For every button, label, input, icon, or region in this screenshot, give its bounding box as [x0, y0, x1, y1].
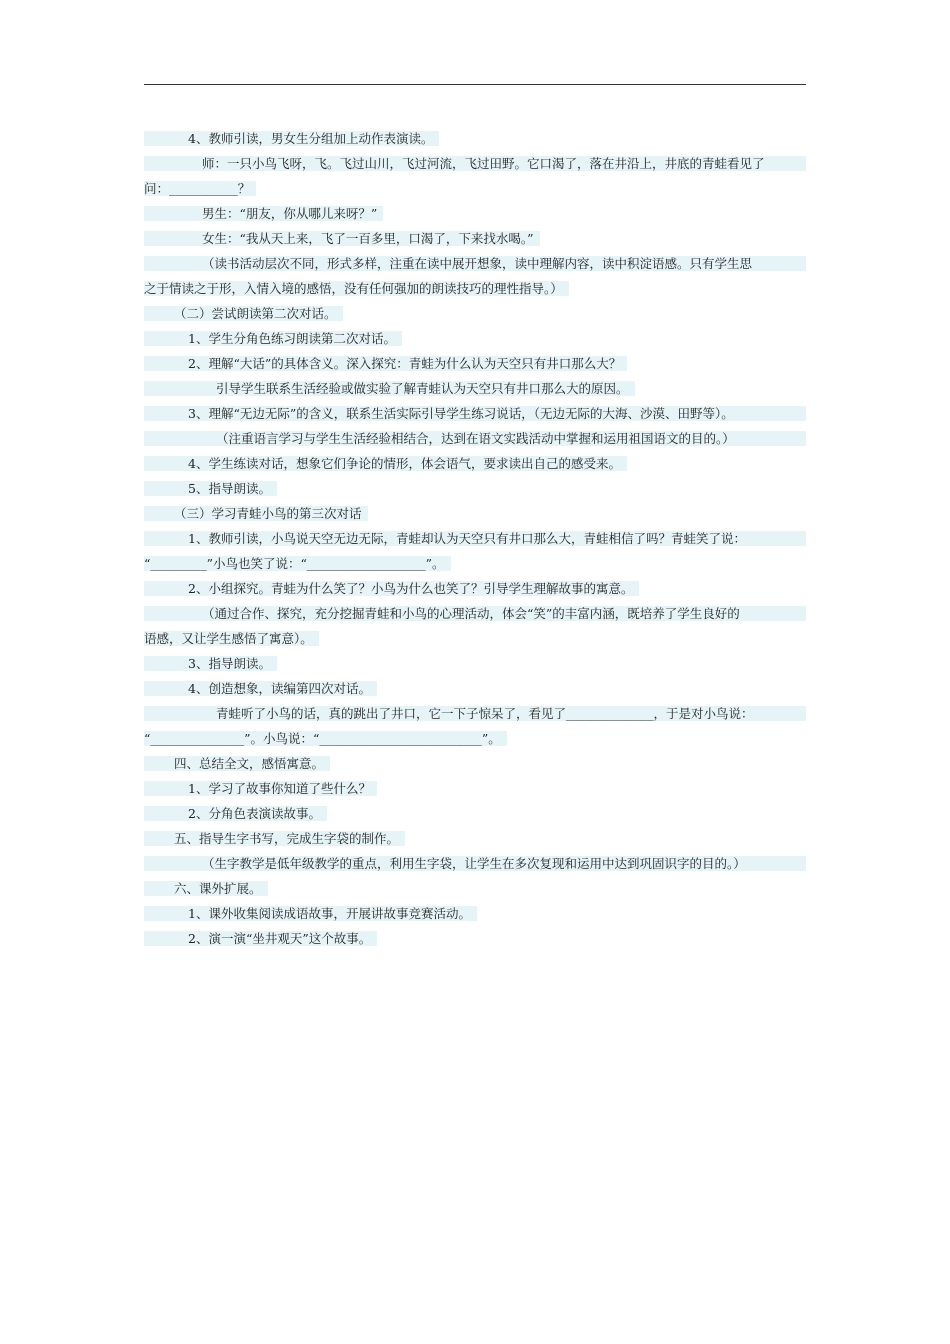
text-line-content: （二）尝试朗读第二次对话。: [144, 306, 343, 321]
text-line-content: 男生：“朋友，你从哪儿来呀？”: [144, 206, 383, 221]
text-line: [144, 850, 806, 875]
text-line-content: 六、课外扩展。: [144, 881, 268, 896]
text-line: [144, 775, 806, 800]
text-line-content: 1、学习了故事你知道了些什么？: [144, 781, 377, 796]
text-line: [144, 375, 806, 400]
text-line: [144, 200, 806, 225]
text-line-content: 青蛙听了小鸟的话，真的跳出了井口，它一下子惊呆了，看见了______________，于是对小鸟说：: [144, 706, 806, 721]
text-line-content: 语感，又让学生感悟了寓意）。: [144, 631, 319, 646]
text-line: [144, 875, 806, 900]
text-line: [144, 725, 806, 750]
text-line: [144, 400, 806, 425]
text-line-content: 2、理解“大话”的具体含义。深入探究：青蛙为什么认为天空只有井口那么大？: [144, 356, 627, 371]
text-line: [144, 675, 806, 700]
text-line: [144, 300, 806, 325]
text-line: [144, 800, 806, 825]
text-line: [144, 600, 806, 625]
text-line: [144, 225, 806, 250]
text-line-content: 女生：“我从天上来，飞了一百多里，口渴了，下来找水喝。”: [144, 231, 540, 246]
text-line-content: “_______________”。小鸟说：“__________________________”。: [144, 731, 507, 746]
text-line: [144, 750, 806, 775]
text-line-content: （读书活动层次不同，形式多样，注重在读中展开想象，读中理解内容，读中积淀语感。只有学生思: [144, 256, 806, 271]
text-line-content: 四、总结全文，感悟寓意。: [144, 756, 330, 771]
text-line: [144, 350, 806, 375]
text-line-content: 1、学生分角色练习朗读第二次对话。: [144, 331, 402, 346]
text-line-content: （注重语言学习与学生生活经验相结合，达到在语文实践活动中掌握和运用祖国语文的目的。）: [144, 431, 806, 446]
text-line-content: （三）学习青蛙小鸟的第三次对话: [144, 506, 368, 521]
text-line: [144, 550, 806, 575]
text-line: [144, 575, 806, 600]
text-line-content: 1、课外收集阅读成语故事，开展讲故事竞赛活动。: [144, 906, 477, 921]
text-line: [144, 900, 806, 925]
text-line-content: 之于情读之于形，入情入境的感悟，没有任何强加的朗读技巧的理性指导。）: [144, 281, 569, 296]
text-line: [144, 425, 806, 450]
text-line-content: 五、指导生字书写，完成生字袋的制作。: [144, 831, 405, 846]
text-line: [144, 275, 806, 300]
text-line-content: 3、指导朗读。: [144, 656, 277, 671]
text-line-content: 1、教师引读，小鸟说天空无边无际，青蛙却认为天空只有井口那么大，青蛙相信了吗？青蛙笑了说：: [144, 531, 806, 546]
text-line: [144, 500, 806, 525]
text-line-content: 2、演一演“坐井观天”这个故事。: [144, 931, 377, 946]
text-line: [144, 250, 806, 275]
text-line-content: 2、分角色表演读故事。: [144, 806, 327, 821]
text-line: [144, 175, 806, 200]
text-line-content: （通过合作、探究，充分挖掘青蛙和小鸟的心理活动，体会“笑”的丰富内涵，既培养了学生良好的: [144, 606, 806, 621]
text-line-content: 5、指导朗读。: [144, 481, 277, 496]
text-line: [144, 450, 806, 475]
text-line-content: “_________”小鸟也笑了说：“___________________”。: [144, 556, 451, 571]
text-line-content: 2、小组探究。青蛙为什么笑了？小鸟为什么也笑了？引导学生理解故事的寓意。: [144, 581, 639, 596]
header-rule: [144, 84, 806, 85]
text-line-content: （生字教学是低年级教学的重点，利用生字袋，让学生在多次复现和运用中达到巩固识字的目的。）: [144, 856, 806, 871]
text-line: [144, 650, 806, 675]
text-line-content: 4、创造想象，读编第四次对话。: [144, 681, 377, 696]
text-line: [144, 125, 806, 150]
text-line-content: 4、教师引读，男女生分组加上动作表演读。: [144, 131, 439, 146]
text-line: [144, 925, 806, 950]
text-line: [144, 325, 806, 350]
text-line: [144, 525, 806, 550]
text-line: [144, 625, 806, 650]
text-line: [144, 475, 806, 500]
text-line-content: 问：___________？: [144, 181, 256, 196]
text-line: [144, 700, 806, 725]
text-line: [144, 150, 806, 175]
text-line-content: 4、学生练读对话，想象它们争论的情形，体会语气，要求读出自己的感受来。: [144, 456, 627, 471]
document-body: [144, 125, 806, 950]
text-line-content: 3、理解“无边无际”的含义，联系生活实际引导学生练习说话，（无边无际的大海、沙漠、田野等）。: [144, 406, 806, 421]
text-line-content: 引导学生联系生活经验或做实验了解青蛙认为天空只有井口那么大的原因。: [144, 381, 635, 396]
text-line: [144, 825, 806, 850]
text-line-content: 师：一只小鸟飞呀，飞。飞过山川，飞过河流，飞过田野。它口渴了，落在井沿上，井底的青蛙看见了: [144, 156, 806, 171]
